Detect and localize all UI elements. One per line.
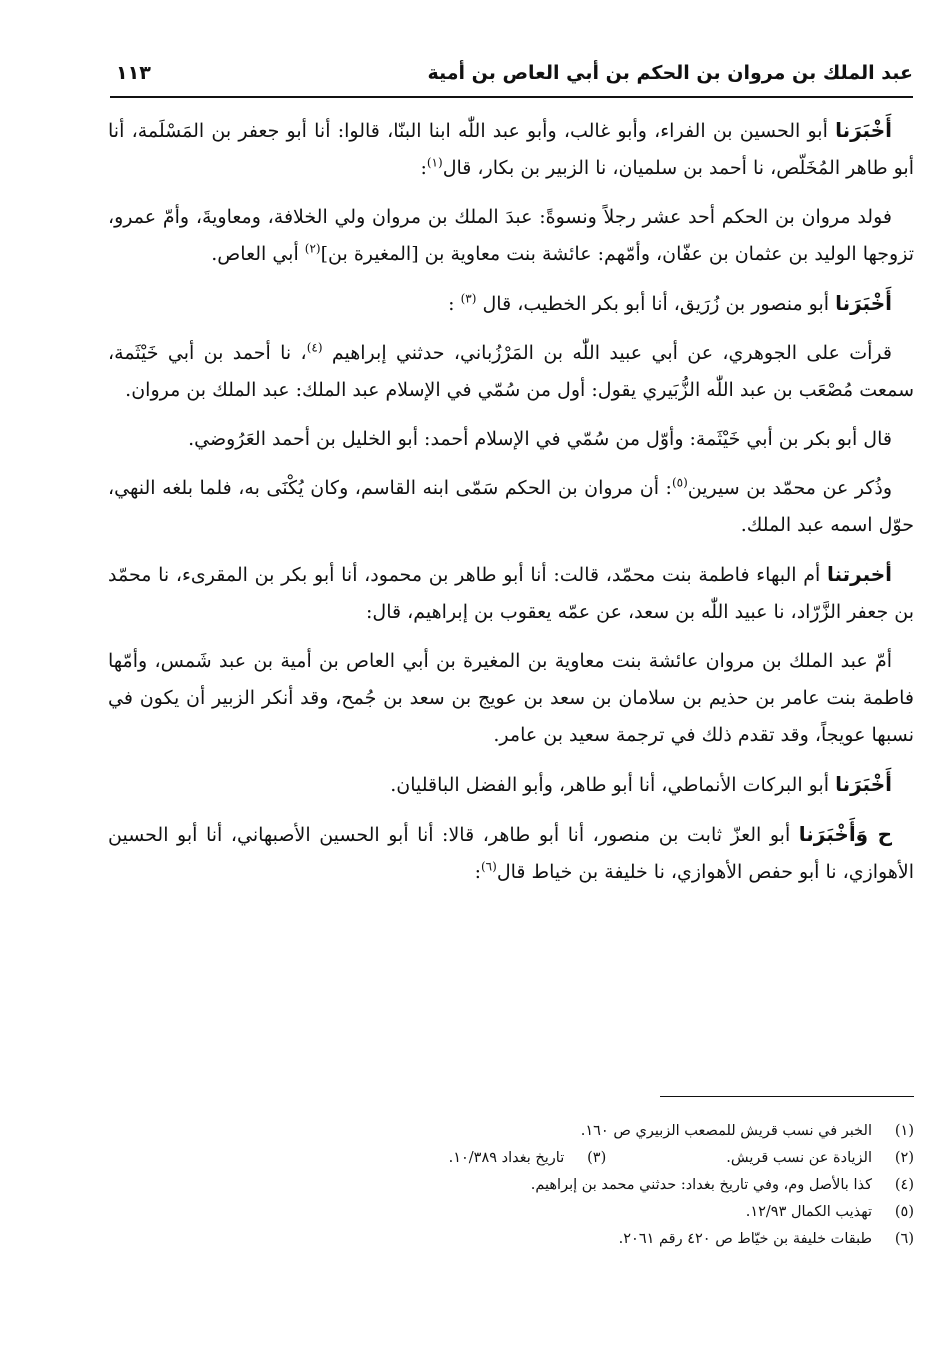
narration-lead: أَخْبَرَنا bbox=[835, 772, 892, 796]
main-text bbox=[108, 112, 914, 903]
footnote-ref: (١) bbox=[426, 155, 443, 170]
footnote-number: (٣) bbox=[587, 1150, 607, 1166]
footnotes bbox=[108, 1118, 914, 1253]
paragraph bbox=[108, 643, 914, 754]
paragraph-text: قال أبو بكر بن أبي خَيْثَمة: وأوّل من سُمّي في الإسلام أحمد: أبو الخليل بن أحمد العَرُوضي. bbox=[188, 428, 892, 450]
footnote-ref: (٦) bbox=[480, 859, 497, 874]
footnote-number: (٦) bbox=[894, 1231, 914, 1247]
paragraph-text: أبو الحسين بن الفراء، وأبو غالب، وأبو عبد اللّٰه ابنا البنّا، قالوا: أنا أبو جعفر بن المَسْلَمة، أنا أبو طاهر المُخَلّص، نا أحمد بن سلميان، نا الزبير بن بكار، قال bbox=[108, 120, 914, 179]
footnote bbox=[449, 1145, 607, 1172]
running-title: عبد الملك بن مروان بن الحكم بن أبي العاص بن أمية bbox=[427, 62, 913, 84]
paragraph-text: قرأت على الجوهري، عن أبي عبيد اللّٰه بن المَرْزُباني، حدثني إبراهيم bbox=[322, 342, 892, 364]
footnote-ref: (٣) bbox=[460, 291, 477, 306]
footnote-text: الزيادة عن نسب قريش. bbox=[726, 1150, 872, 1166]
paragraph-text-end: أبي العاص. bbox=[211, 243, 305, 265]
paragraph bbox=[108, 199, 914, 273]
footnote bbox=[108, 1226, 914, 1253]
paragraph bbox=[108, 285, 914, 323]
footnote-ref: (٤) bbox=[306, 340, 323, 355]
paragraph-text: وذُكر عن محمّد بن سيرين bbox=[687, 477, 892, 499]
footnote bbox=[108, 1172, 914, 1199]
paragraph-text: أمّ عبد الملك بن مروان عائشة بنت معاوية بن المغيرة بن أبي العاص بن أمية بن عبد شَمس، وأمّها فاطمة بنت عامر بن حذيم بن سلامان بن سعد بن عويج بن سعد بن جُمح، وقد أنكر الزبير أن يكون في نسبها عويجاً، وقد تقدم ذلك في ترجمة سعيد بن عامر. bbox=[108, 650, 914, 746]
paragraph bbox=[108, 556, 914, 631]
paragraph-text: أبو العزّ ثابت بن منصور، أنا أبو طاهر، قالا: أنا أبو الحسين الأصبهاني، أنا أبو الحسين الأهوازي، نا أبو حفص الأهوازي، نا خليفة بن خياط قال bbox=[108, 824, 914, 883]
footnote-text: تاريخ بغداد ١٠/٣٨٩. bbox=[448, 1150, 565, 1166]
footnote bbox=[108, 1118, 914, 1145]
footnote-row bbox=[108, 1145, 914, 1172]
narration-lead: أَخْبَرَنا bbox=[835, 118, 892, 142]
footnote-text: الخبر في نسب قريش للمصعب الزبيري ص ١٦٠. bbox=[580, 1123, 872, 1139]
paragraph-text-end: : bbox=[420, 157, 427, 179]
footnote-number: (٢) bbox=[894, 1150, 914, 1166]
page-number: ١١٣ bbox=[116, 62, 151, 84]
paragraph bbox=[108, 335, 914, 409]
footnote-text: طبقات خليفة بن خيّاط ص ٤٢٠ رقم ٢٠٦١. bbox=[618, 1231, 872, 1247]
footnote-divider bbox=[660, 1096, 914, 1097]
paragraph-text: أم البهاء فاطمة بنت محمّد، قالت: أنا أبو طاهر بن محمود، أنا أبو بكر بن المقرىء، نا محمّد بن جعفر الزَّرّاد، نا عبيد اللّٰه بن سعد، عن عمّه يعقوب بن إبراهيم، قال: bbox=[108, 564, 914, 623]
footnote-number: (١) bbox=[894, 1123, 914, 1139]
footnote-text: كذا بالأصل وم، وفي تاريخ بغداد: حدثني محمد بن إبراهيم. bbox=[530, 1177, 872, 1193]
narration-lead: أَخْبَرَنا bbox=[835, 291, 892, 315]
paragraph-text: أبو منصور بن زُرَيق، أنا أبو بكر الخطيب، قال bbox=[476, 293, 836, 315]
paragraph-text: فولد مروان بن الحكم أحد عشر رجلاً ونسوةً: عبدَ الملك بن مروان ولي الخلافة، ومعاويةَ، وأمّ عمرو، تزوجها الوليد بن عثمان بن عفّان، وأمّهم: عائشة بنت معاوية بن [المغيرة بن] bbox=[108, 206, 914, 265]
paragraph bbox=[108, 112, 914, 187]
paragraph-text-end: : bbox=[448, 293, 461, 315]
paragraph-text-end: : أن مروان بن الحكم سَمّى ابنه القاسم، وكان يُكْنَى به، فلما بلغه النهي، حوّل اسمه عبد الملك. bbox=[108, 477, 914, 536]
paragraph bbox=[108, 766, 914, 804]
narration-lead: أخبرتنا bbox=[826, 562, 892, 586]
paragraph-text-end: ، نا أحمد بن أبي خَيْثَمة، سمعت مُصْعَب بن عبد اللّٰه الزُّبَيري يقول: أول من سُمّي في الإسلام عبد الملك: عبد الملك بن مروان. bbox=[108, 342, 914, 401]
paragraph-text: أبو البركات الأنماطي، أنا أبو طاهر، وأبو الفضل الباقليان. bbox=[390, 774, 836, 796]
footnote-text: تهذيب الكمال ١٢/٩٣. bbox=[745, 1204, 872, 1220]
paragraph bbox=[108, 470, 914, 544]
footnote-ref: (٢) bbox=[304, 241, 321, 256]
narration-lead: ح وَأَخْبَرَنا bbox=[798, 822, 892, 846]
footnote bbox=[726, 1145, 914, 1172]
footnote bbox=[108, 1199, 914, 1226]
paragraph bbox=[108, 421, 914, 458]
paragraph bbox=[108, 816, 914, 891]
footnote-ref: (٥) bbox=[671, 475, 688, 490]
page-header bbox=[110, 58, 913, 98]
footnote-number: (٤) bbox=[894, 1177, 914, 1193]
paragraph-text-end: : bbox=[474, 861, 481, 883]
footnote-number: (٥) bbox=[894, 1204, 914, 1220]
